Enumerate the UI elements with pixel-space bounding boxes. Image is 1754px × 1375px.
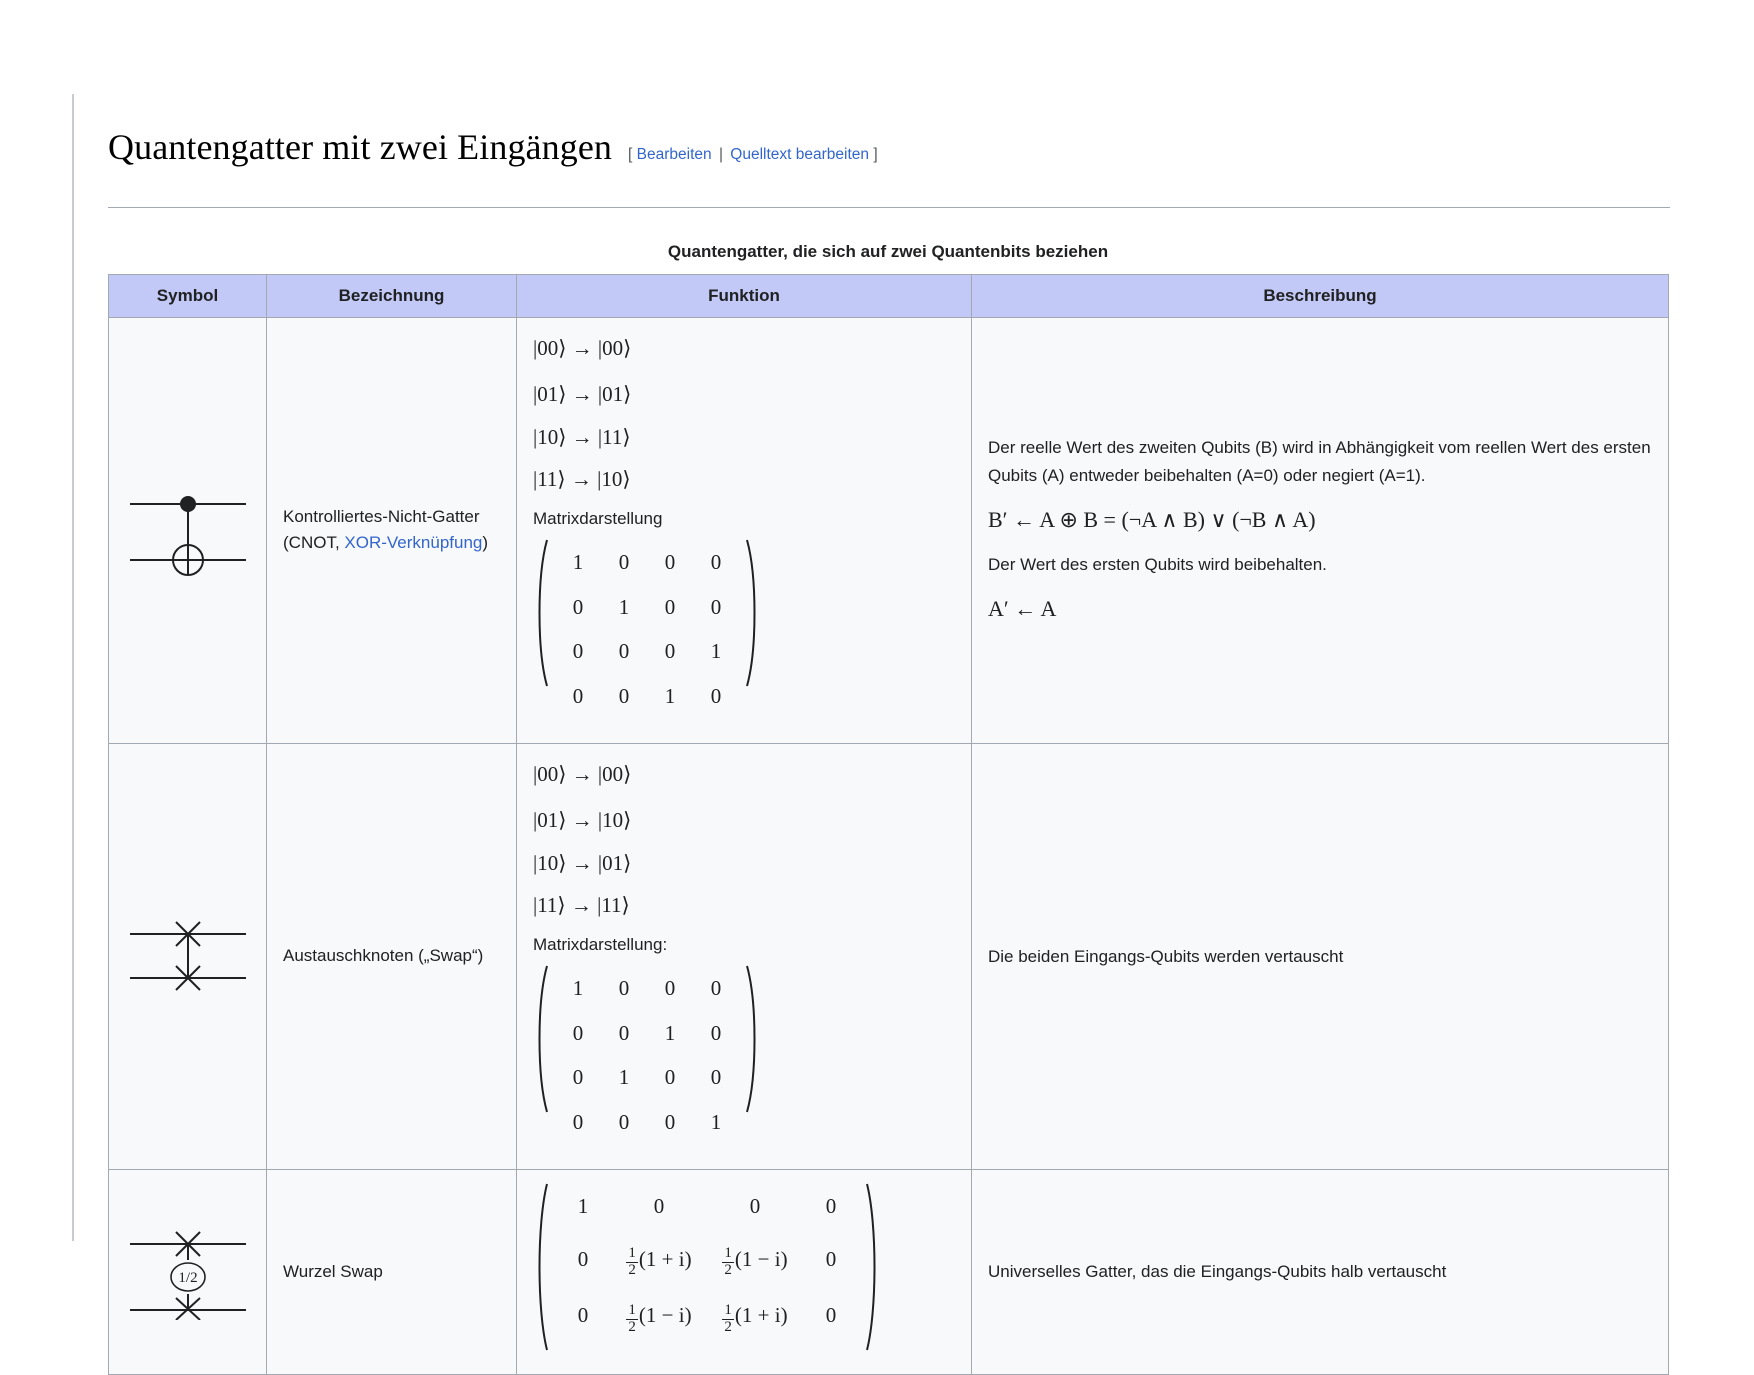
- matrix-cell: 1: [710, 1109, 722, 1134]
- matrix-cell: 1: [577, 1193, 589, 1218]
- swap-bezeichnung-cell: Austauschknoten („Swap“): [267, 743, 517, 1169]
- matrix-cell: 0: [618, 1020, 630, 1045]
- description-formula: A′ ← A: [988, 596, 1057, 622]
- mapping-line: |00⟩ → |00⟩: [533, 335, 632, 360]
- matrix-left-paren: [533, 538, 549, 720]
- matrix-cell: 0: [710, 550, 722, 575]
- matrix-cell: 0: [618, 639, 630, 664]
- sqrt-swap-gate-symbol: [126, 1224, 250, 1320]
- matrix-cell: 0: [572, 1020, 584, 1045]
- column-header-bezeichnung: Bezeichnung: [267, 274, 517, 317]
- mapping-line: |10⟩ → |01⟩: [533, 850, 632, 875]
- description-paragraph: Universelles Gatter, das die Eingangs-Qubits halb vertauscht: [988, 1262, 1447, 1282]
- matrix-cell: 0: [618, 550, 630, 575]
- matrix-cell: 0: [618, 683, 630, 708]
- matrix-cell: 1: [618, 1065, 630, 1090]
- xor-verknuepfung-link[interactable]: XOR-Verknüpfung: [344, 533, 483, 553]
- description-paragraph: Der Wert des ersten Qubits wird beibehalten.: [988, 554, 1327, 574]
- fraction-numerator: 1: [724, 1245, 732, 1262]
- matrix-cell: 0: [664, 639, 676, 664]
- matrix-cell: 0: [825, 1246, 837, 1271]
- matrix-cell: 1: [618, 594, 630, 619]
- fraction-numerator: 1: [628, 1245, 636, 1262]
- page-title: Quantengatter mit zwei Eingängen: [108, 126, 613, 167]
- matrix-cell: [707, 1293, 803, 1349]
- matrix-body: [549, 538, 745, 720]
- description-paragraph: Der reelle Wert des zweiten Qubits (B) wird in Abhängigkeit vom reellen Wert des ersten Qubits (A) entweder beibehalten (A=0) oder negiert (A=1).: [988, 438, 1651, 485]
- cnot-symbol-cell: [109, 317, 267, 743]
- fraction: [626, 1246, 638, 1279]
- matrix-cell: 0: [710, 1065, 722, 1090]
- matrix-cell: 0: [710, 1020, 722, 1045]
- table-row: [109, 743, 1669, 1169]
- swap-gate-symbol: [126, 908, 250, 1004]
- matrix-cell: 0: [664, 976, 676, 1001]
- matrix-cell: 0: [664, 1109, 676, 1134]
- swap-matrix: [533, 964, 761, 1146]
- matrix-cell: 0: [664, 1065, 676, 1090]
- mapping-line: |00⟩ → |00⟩: [533, 761, 632, 786]
- sqrt-swap-symbol-cell: [109, 1169, 267, 1374]
- matrix-cell: 0: [572, 1109, 584, 1134]
- fraction-numerator: 1: [628, 1301, 636, 1318]
- fraction-numerator: 1: [724, 1301, 732, 1318]
- sqrt-swap-beschreibung-cell: [972, 1169, 1669, 1374]
- matrix-label: Matrixdarstellung:: [533, 935, 668, 954]
- article-content: [108, 96, 1708, 1375]
- cnot-name-pre: Kontrolliertes-Nicht-Gatter (CNOT,: [283, 506, 480, 553]
- svg-text:1/2: 1/2: [177, 1270, 198, 1287]
- matrix-right-paren: [745, 964, 761, 1146]
- quantum-gates-table: [108, 274, 1669, 1375]
- edit-link-separator: |: [718, 145, 723, 163]
- fraction: [722, 1246, 734, 1279]
- cnot-name-post: ): [482, 533, 489, 553]
- cnot-gate-symbol: [126, 474, 250, 586]
- matrix-cell: 0: [572, 1065, 584, 1090]
- description-formula: B′ ← A ⊕ B = (¬A ∧ B) ∨ (¬B ∧ A): [988, 506, 1316, 532]
- cnot-bezeichnung-cell: [267, 317, 517, 743]
- mapping-line: |11⟩ → |10⟩: [533, 467, 631, 492]
- fraction: [626, 1303, 638, 1336]
- matrix-cell: 0: [577, 1303, 589, 1328]
- matrix-cell: 0: [664, 594, 676, 619]
- matrix-cell: [611, 1237, 707, 1293]
- cnot-beschreibung-cell: [972, 317, 1669, 743]
- matrix-cell: 1: [664, 1020, 676, 1045]
- sqrt-swap-funktion-cell: [517, 1169, 972, 1374]
- mapping-line: |01⟩ → |01⟩: [533, 382, 632, 407]
- matrix-cell: 0: [572, 594, 584, 619]
- matrix-cell: 0: [664, 550, 676, 575]
- matrix-cell: 0: [710, 976, 722, 1001]
- matrix-body: [549, 1182, 865, 1352]
- matrix-left-paren: [533, 1182, 549, 1352]
- table-header-row: [109, 274, 1669, 317]
- matrix-cell: 0: [572, 683, 584, 708]
- matrix-cell: 0: [618, 1109, 630, 1134]
- column-header-symbol: Symbol: [109, 274, 267, 317]
- matrix-cell: 0: [749, 1193, 761, 1218]
- swap-symbol-cell: [109, 743, 267, 1169]
- table-caption: Quantengatter, die sich auf zwei Quantenbits beziehen: [667, 241, 1109, 261]
- fraction: [722, 1303, 734, 1336]
- mapping-line: |10⟩ → |11⟩: [533, 424, 631, 449]
- matrix-cell: 0: [572, 639, 584, 664]
- cnot-matrix: [533, 538, 761, 720]
- fraction-rest: (1 − i): [638, 1303, 692, 1328]
- sqrt-swap-bezeichnung-cell: Wurzel Swap: [267, 1169, 517, 1374]
- matrix-left-paren: [533, 964, 549, 1146]
- matrix-cell: 1: [572, 976, 584, 1001]
- fraction-rest: (1 − i): [734, 1246, 788, 1271]
- table-row: [109, 1169, 1669, 1374]
- matrix-cell: 0: [710, 683, 722, 708]
- matrix-cell: 0: [653, 1193, 665, 1218]
- mapping-line: |11⟩ → |11⟩: [533, 893, 630, 918]
- matrix-cell: [611, 1293, 707, 1349]
- matrix-cell: 1: [664, 683, 676, 708]
- edit-bracket-close: ]: [873, 145, 878, 163]
- matrix-cell: 1: [710, 639, 722, 664]
- matrix-cell: [707, 1237, 803, 1293]
- left-margin-rule: [72, 94, 74, 1241]
- swap-beschreibung-cell: [972, 743, 1669, 1169]
- matrix-cell: 0: [825, 1303, 837, 1328]
- fraction-denominator: 2: [724, 1262, 732, 1279]
- table-row: [109, 317, 1669, 743]
- matrix-cell: 0: [825, 1193, 837, 1218]
- fraction-denominator: 2: [628, 1318, 636, 1335]
- fraction-denominator: 2: [628, 1262, 636, 1279]
- matrix-right-paren: [745, 538, 761, 720]
- matrix-cell: 0: [577, 1246, 589, 1271]
- mapping-line: |01⟩ → |10⟩: [533, 808, 632, 833]
- description-paragraph: Die beiden Eingangs-Qubits werden vertauscht: [988, 946, 1344, 966]
- matrix-cell: 0: [710, 594, 722, 619]
- matrix-label: Matrixdarstellung: [533, 508, 663, 528]
- edit-bracket-open: [: [628, 145, 633, 163]
- column-header-funktion: Funktion: [517, 274, 972, 317]
- edit-section-link[interactable]: Bearbeiten: [636, 145, 712, 163]
- matrix-body: [549, 964, 745, 1146]
- fraction-denominator: 2: [724, 1318, 732, 1335]
- matrix-cell: 1: [572, 550, 584, 575]
- section-heading: [108, 96, 1670, 208]
- cnot-funktion-cell: [517, 317, 972, 743]
- fraction-rest: (1 + i): [638, 1246, 692, 1271]
- sqrt-swap-matrix: [533, 1182, 881, 1352]
- matrix-right-paren: [865, 1182, 881, 1352]
- swap-funktion-cell: [517, 743, 972, 1169]
- edit-source-link[interactable]: Quelltext bearbeiten: [730, 145, 870, 163]
- fraction-rest: (1 + i): [734, 1303, 788, 1328]
- matrix-cell: 0: [618, 976, 630, 1001]
- column-header-beschreibung: Beschreibung: [972, 274, 1669, 317]
- section-edit-links: [628, 146, 878, 164]
